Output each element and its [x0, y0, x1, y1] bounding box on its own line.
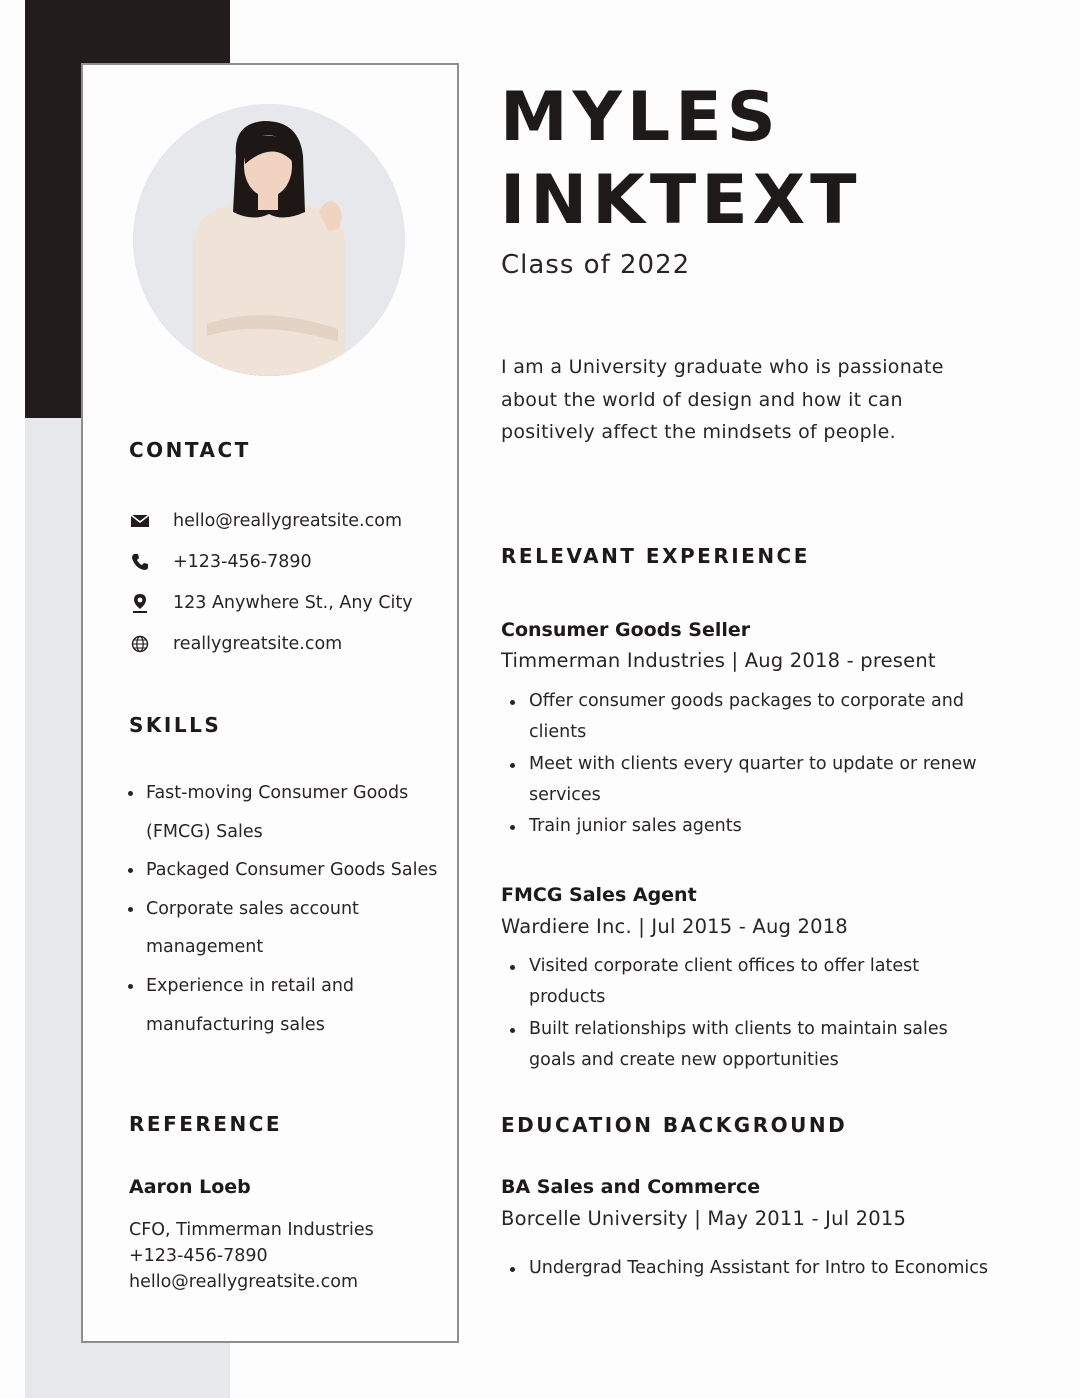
education-bullets [509, 1253, 989, 1284]
reference-name: Aaron Loeb [129, 1176, 251, 1198]
list-item: Train junior sales agents [509, 811, 989, 842]
globe-icon [129, 633, 151, 655]
contact-phone-text: +123-456-7890 [173, 552, 312, 572]
contact-address [129, 592, 413, 614]
list-item: Corporate sales account management [127, 890, 447, 967]
list-item: Built relationships with clients to maintain sales goals and create new opportunities [509, 1014, 989, 1077]
contact-website [129, 633, 342, 655]
list-item: Offer consumer goods packages to corporate and clients [509, 686, 989, 749]
reference-title: CFO, Timmerman Industries [129, 1220, 374, 1240]
skills-list [127, 774, 447, 1044]
profile-photo [133, 104, 405, 376]
phone-icon [129, 551, 151, 573]
list-item: Experience in retail and manufacturing sales [127, 967, 447, 1044]
location-pin-icon [129, 592, 151, 614]
list-item: Meet with clients every quarter to update or renew services [509, 749, 989, 812]
skills-heading: SKILLS [129, 713, 222, 737]
reference-email: hello@reallygreatsite.com [129, 1272, 358, 1292]
contact-address-text: 123 Anywhere St., Any City [173, 593, 413, 613]
job-bullets [509, 951, 989, 1076]
job-bullets [509, 686, 989, 842]
education-heading: EDUCATION BACKGROUND [501, 1113, 848, 1137]
list-item: Visited corporate client offices to offer latest products [509, 951, 989, 1014]
list-item: Undergrad Teaching Assistant for Intro to Economics [509, 1253, 989, 1284]
contact-heading: CONTACT [129, 438, 251, 462]
reference-heading: REFERENCE [129, 1112, 283, 1136]
experience-heading: RELEVANT EXPERIENCE [501, 544, 810, 568]
degree-title: BA Sales and Commerce [501, 1176, 761, 1198]
about-paragraph: I am a University graduate who is passionate about the world of design and how it can positively affect the mindsets of people. [501, 356, 944, 443]
job-title: FMCG Sales Agent [501, 884, 697, 906]
education-meta: Borcelle University | May 2011 - Jul 2015 [501, 1207, 907, 1230]
list-item: Packaged Consumer Goods Sales [127, 851, 447, 890]
portrait-illustration [133, 104, 405, 376]
envelope-icon [129, 510, 151, 532]
reference-phone: +123-456-7890 [129, 1246, 268, 1266]
name-last: INKTEXT [500, 161, 862, 240]
contact-website-text: reallygreatsite.com [173, 634, 343, 654]
job-meta: Timmerman Industries | Aug 2018 - present [501, 649, 936, 672]
job-title: Consumer Goods Seller [501, 619, 751, 641]
class-year: Class of 2022 [501, 250, 691, 280]
name-first: MYLES [500, 78, 781, 157]
list-item: Fast-moving Consumer Goods (FMCG) Sales [127, 774, 447, 851]
contact-phone [129, 551, 312, 573]
job-meta: Wardiere Inc. | Jul 2015 - Aug 2018 [501, 915, 848, 938]
contact-email [129, 510, 402, 532]
contact-email-text: hello@reallygreatsite.com [173, 511, 402, 531]
